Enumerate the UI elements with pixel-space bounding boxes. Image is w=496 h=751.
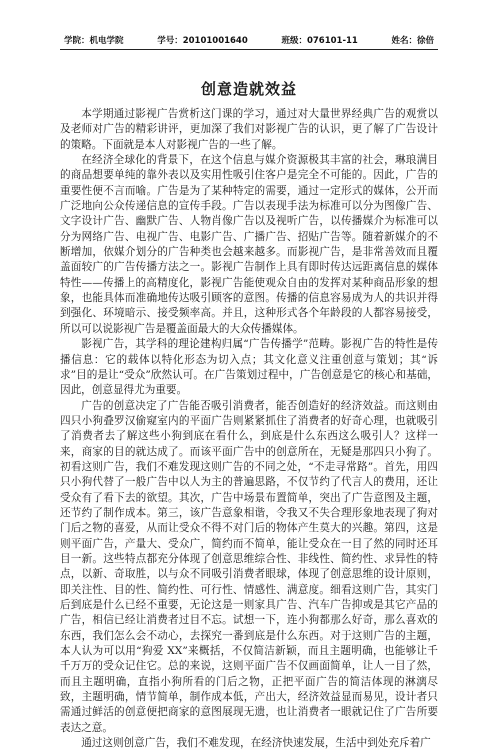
header-student-id: 学号：20101001640 [157, 36, 248, 46]
paragraph-4: 广告的创意决定了广告能否吸引消费者，能否创造好的经济效益。而这则由四只小狗叠罗汉偷窥室内的平面广告则紧紧抓住了消费者的好奇心理，也就吸引了消费者去了解这些小狗到底在看什么，到底是什么东西这么吸引人？这样一来，商家的目的就达成了。而该平面广告中的创意所在，无疑是那四只小狗了。初看这则广告，我们不难发现这则广告的不同之处，“不走寻常路”。首先，用四只小狗代替了一般广告中以人为主的普遍思路，不仅节约了代言人的费用，还让受众有了看下去的欲望。其次，广告中场景布置简单，突出了广告意图及主题，还节约了制作成本。第三，该广告意象相谐，令我又不失合理形象地表现了狗对门后之物的喜爱，从而让受众不得不对门后的物体产生莫大的兴趣。第四，这是则平面广告，产量大、受众广，简约而不简单，能让受众在一目了然的同时还耳目一新。这些特点都充分体现了创意思维综合性、非线性、简约性、求异性的特点，以新、奇取胜，以与众不同吸引消费者眼球，体现了创意思维的设计原则，即关注性、目的性、简约性、可行性、情感性、满意度。细看这则广告，其实门后到底是什么已经不重要，无论这是一则家具广告、汽车广告抑或是其它产品的广告，相信已经让消费者过目不忘。试想一下，连小狗都那么好奇，那么喜欢的东西，我们怎么会不动心，去探究一番到底是什么东西。对于这则广告的主题，本人认为可以用“狗爱 XX”来概括，不仅简洁新颖，而且主题明确，也能够让千千万万的受众记住它。总的来说，这则平面广告不仅画面简单，让人一目了然，而且主题明确，直指小狗所看的门后之物，正把平面广告的简洁体现的淋漓尽致，主题明确，情节简单，制作成本低，产出大，经济效益显而易见，设计者只需通过鲜活的创意便把商家的意图展现无遗，也让消费者一眼就记住了广告所要表达之意。 [60, 399, 438, 734]
paragraph-3: 影视广告，其学科的理论建构归属“广告传播学”范畴。影视广告的特性是传播信息：它的载体以特化形态为切入点；其文化意义注重创意与策划；其“诉求”目的是让“受众”欣然认可。在广告策划过程中，广告创意是它的核心和基础，因此，创意显得尤为重要。 [60, 338, 438, 397]
header-school: 学院：机电学院 [64, 36, 124, 46]
paragraph-1: 本学期通过影视广告赏析这门课的学习，通过对大量世界经典广告的观赏以及老师对广告的精彩讲评，更加深了我们对影视广告的认识，更了解了广告设计的策略。下面就是本人对影视广告的一些了解。 [60, 108, 438, 151]
header-class: 班级：076101-11 [281, 36, 358, 46]
header-name: 姓名：徐倍 [391, 36, 434, 46]
paragraph-2: 在经济全球化的背景下，在这个信息与媒介资源极其丰富的社会，琳琅满目的商品想要单纯的靠外表以及实用性吸引住客户是完全不可能的。因此，广告的重要性便不言而喻。广告是为了某种特定的需要，通过一定形式的媒体，公开而广泛地向公众传递信息的宣传手段。广告以表现手法为标准可以分为图像广告、文字设计广告、幽默广告、人物肖像广告以及视听广告，以传播媒介为标准可以分为网络广告、电视广告、电影广告、广播广告、招贴广告等。随着新媒介的不断增加，依媒介划分的广告种类也会越来越多。而影视广告，是非常善效而且覆盖面较广的广告传播方法之一。影视广告制作上具有即时传达远距离信息的媒体特性——传播上的高精度化，影视广告能使观众自由的发挥对某种商品形象的想象，也能具体而准确地传达吸引顾客的意图。传播的信息容易成为人的共识并得到强化、环境暗示、接受频率高。并且，这种形式各个年龄段的人都容易接受，所以可以说影视广告是覆盖面最大的大众传播媒体。 [60, 154, 438, 335]
document-body [60, 107, 438, 751]
document-title: 创意造就效益 [200, 80, 297, 98]
paragraph-5: 通过这则创意广告，我们不难发现，在经济快速发展，生活中到处充斥着广 [81, 737, 431, 750]
page-header [60, 34, 438, 50]
